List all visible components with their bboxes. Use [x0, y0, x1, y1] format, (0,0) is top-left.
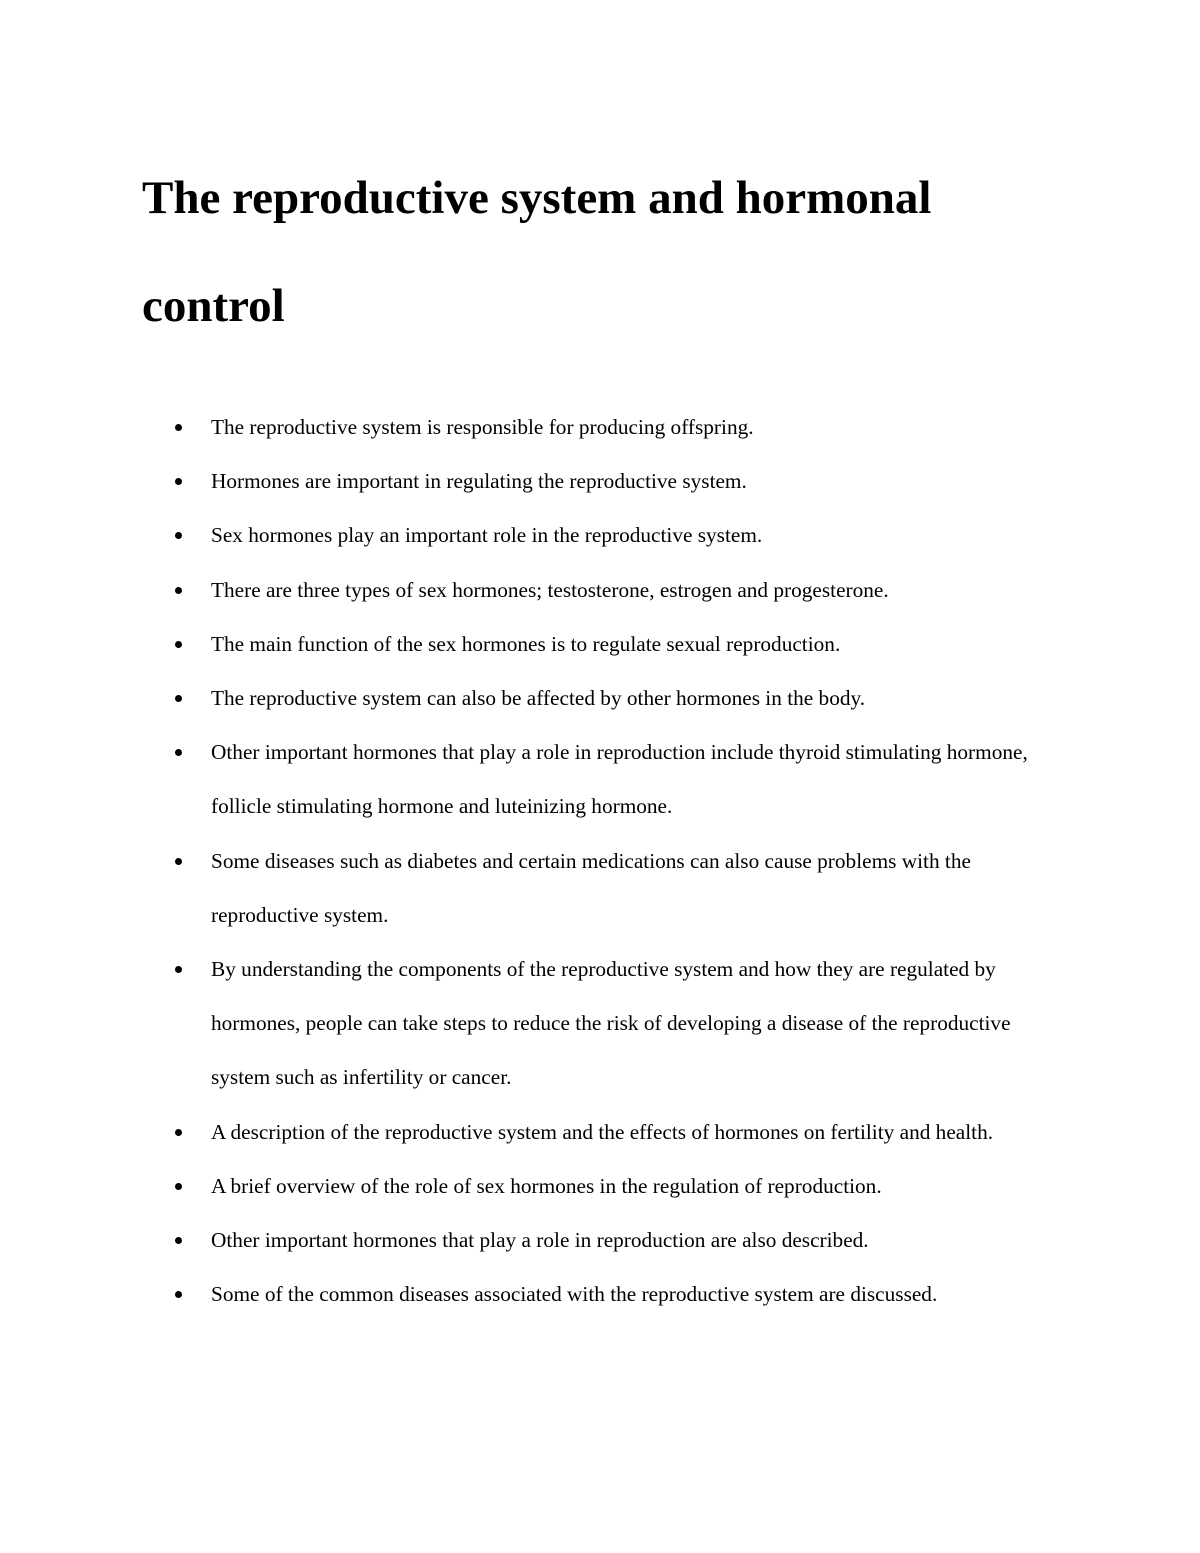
- bullet-icon: [175, 478, 182, 485]
- list-item-text: The reproductive system is responsible for producing offspring.: [211, 415, 754, 439]
- bullet-icon: [175, 1237, 182, 1244]
- list-item-text: Some diseases such as diabetes and certain medications can also cause problems with the reproductive system.: [211, 848, 971, 927]
- list-item-text: Hormones are important in regulating the reproductive system.: [211, 469, 747, 494]
- bullet-icon: [175, 532, 182, 539]
- bullet-icon: [175, 1183, 182, 1190]
- bullet-icon: [175, 749, 182, 756]
- list-item-text: Other important hormones that play a role in reproduction include thyroid stimulating hormone, follicle stimulating hormone and luteinizing hormone.: [211, 740, 1028, 819]
- bullet-icon: [175, 424, 182, 431]
- list-item: [0, 942, 1071, 1105]
- bullet-icon: [175, 858, 182, 865]
- list-item: [0, 1213, 1071, 1267]
- list-item: [0, 1159, 1071, 1213]
- list-item: [0, 563, 1071, 617]
- page-title: The reproductive system and hormonal control: [142, 172, 932, 332]
- bullet-list: [0, 400, 1200, 1321]
- bullet-icon: [175, 1129, 182, 1136]
- list-item: [0, 1267, 1071, 1321]
- list-item-text: The main function of the sex hormones is to regulate sexual reproduction.: [211, 631, 841, 656]
- list-item: [0, 508, 1071, 562]
- list-item: [0, 400, 1071, 454]
- list-item-text: Other important hormones that play a role in reproduction are also described.: [211, 1228, 869, 1253]
- list-item-text: Sex hormones play an important role in the reproductive system.: [211, 523, 763, 548]
- list-item: [0, 725, 1071, 833]
- list-item-text: A brief overview of the role of sex hormones in the regulation of reproduction.: [211, 1173, 882, 1198]
- bullet-icon: [175, 966, 182, 973]
- list-item-text: There are three types of sex hormones; testosterone, estrogen and progesterone.: [211, 577, 889, 602]
- bullet-icon: [175, 641, 182, 648]
- list-item: [0, 454, 1071, 508]
- list-item: [0, 671, 1071, 725]
- list-item-text: The reproductive system can also be affected by other hormones in the body.: [211, 686, 866, 711]
- list-item-text: A description of the reproductive system and the effects of hormones on fertility and health.: [211, 1119, 994, 1144]
- list-item: [0, 617, 1071, 671]
- bullet-icon: [175, 695, 182, 702]
- list-item-text: Some of the common diseases associated with the reproductive system are discussed.: [211, 1282, 938, 1307]
- list-item-text: By understanding the components of the reproductive system and how they are regulated by hormones, people can take steps to reduce the risk of developing a disease of the reproductive system such as infertility or cancer.: [211, 957, 1011, 1090]
- list-item: [0, 1105, 1071, 1159]
- bullet-icon: [175, 587, 182, 594]
- bullet-icon: [175, 1291, 182, 1298]
- list-item: [0, 834, 1071, 942]
